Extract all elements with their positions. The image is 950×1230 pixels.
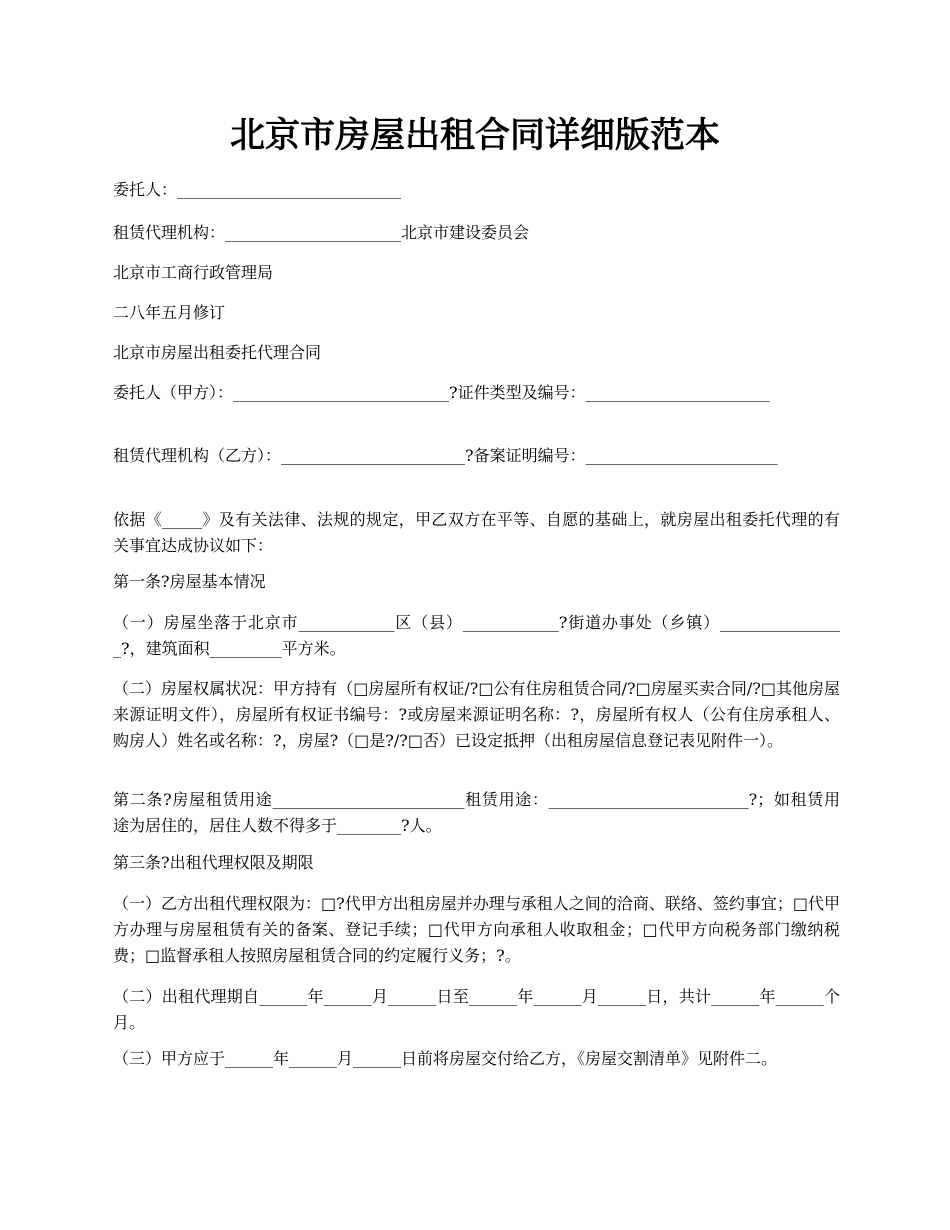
article-3-clause-3: （三）甲方应于______年______月______日前将房屋交付给乙方，《房屋交割清单》见附件二。 [113,1049,778,1068]
article-3-clause-2: （二）出租代理期自______年______月______日至______年______月______日，共计______年______个月。 [113,987,840,1032]
preamble-paragraph: 依据《_____》及有关法律、法规的规定，甲乙双方在平等、自愿的基础上，就房屋出租委托代理的有关事宜达成协议如下： [113,510,840,555]
article-1-clause-1: （一）房屋坐落于北京市____________区（县）____________?街道办事处（乡镇）________________?，建筑面积_________平方米。 [113,613,840,658]
article-3-heading: 第三条?出租代理权限及期限 [113,853,314,872]
agency-line: 租赁代理机构：______________________北京市建设委员会 [113,223,530,242]
article-1-clause-2: （二）房屋权属状况：甲方持有（□房屋所有权证/?□公有住房租赁合同/?□房屋买卖合同/?□其他房屋来源证明文件），房屋所有权证书编号：?或房屋来源证明名称：?，房屋所有权人（公有住房承租人、购房人）姓名或名称：?，房屋?（□是?/?□否）已设定抵押（出租房屋信息登记表见附件一）。 [113,679,840,750]
document-title: 北京市房屋出租合同详细版范本 [229,115,720,156]
article-2-paragraph: 第二条?房屋租赁用途________________________租赁用途：_________________________?；如租赁用途为居住的，居住人数不得多于________?人。 [113,790,840,835]
revision-line: 二八年五月修订 [113,303,226,322]
contract-name: 北京市房屋出租委托代理合同 [113,343,322,362]
party-b-line: 租赁代理机构（乙方）：_______________________?备案证明编号：________________________ [113,446,778,465]
article-1-heading: 第一条?房屋基本情况 [113,572,266,591]
article-3-clause-1: （一）乙方出租代理权限为：□?代甲方出租房屋并办理与承租人之间的洽商、联络、签约事宜；□代甲方办理与房屋租赁有关的备案、登记手续；□代甲方向承租人收取租金；□代甲方向税务部门缴纳税费；□监督承租人按照房屋租赁合同的约定履行义务；?。 [113,894,840,965]
principal-line: 委托人：____________________________ [113,180,402,199]
issuer-line: 北京市工商行政管理局 [113,263,274,282]
party-a-line: 委托人（甲方）：___________________________?证件类型及编号：_______________________ [113,383,770,402]
